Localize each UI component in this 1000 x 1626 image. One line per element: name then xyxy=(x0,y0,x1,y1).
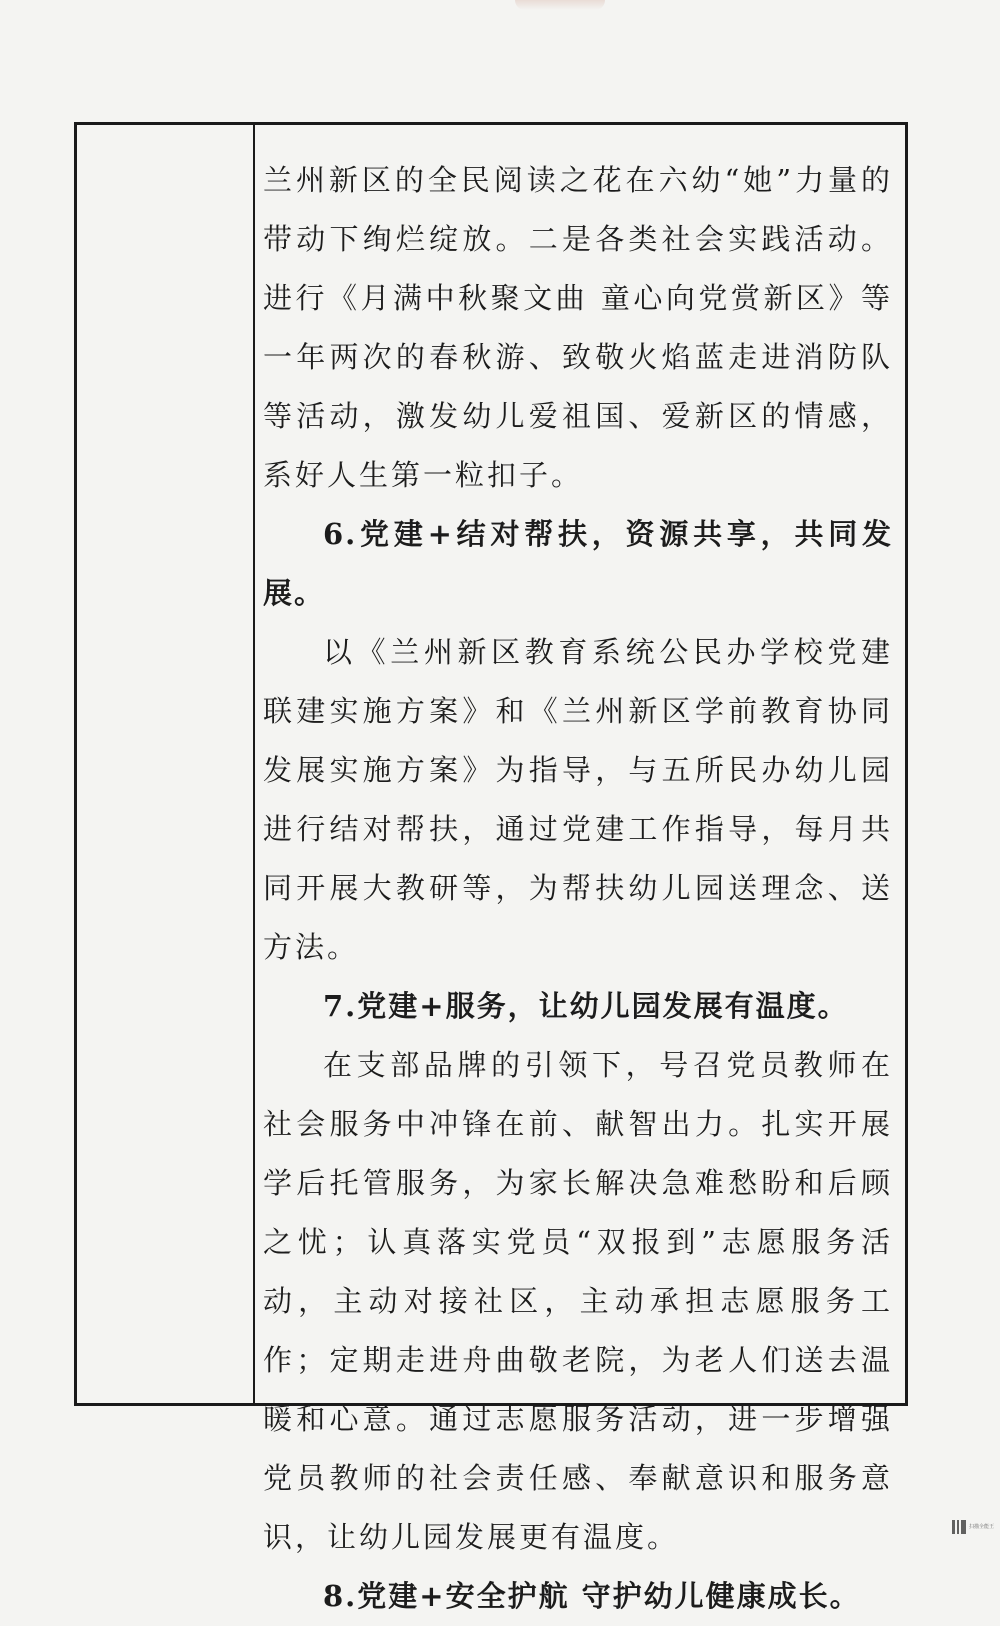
scanner-watermark xyxy=(952,1518,996,1536)
watermark-text: 扫描全能王 xyxy=(969,1524,995,1530)
document-table xyxy=(74,122,908,1613)
paragraph-section-6: 以《兰州新区教育系统公民办学校党建联建实施方案》和《兰州新区学前教育协同发展实施方案》为指导，与五所民办幼儿园进行结对帮扶，通过党建工作指导，每月共同开展大教研等，为帮扶幼儿园送理念、送方法。 xyxy=(263,635,893,964)
paragraph-section-7: 在支部品牌的引领下，号召党员教师在社会服务中冲锋在前、献智出力。扎实开展学后托管服务，为家长解决急难愁盼和后顾之忧；认真落实党员“双报到”志愿服务活动，主动对接社区，主动承担志愿服务工作；定期走进舟曲敬老院，为老人们送去温暖和心意。通过志愿服务活动，进一步增强党员教师的社会责任感、奉献意识和服务意识，让幼儿园发展更有温度。 xyxy=(263,1048,893,1554)
heading-section-8: 8.党建+安全护航 守护幼儿健康成长。 xyxy=(323,1579,861,1613)
qr-code-icon xyxy=(952,1520,966,1534)
heading-section-6: 6.党建+结对帮扶，资源共享，共同发展。 xyxy=(263,517,893,610)
table-content-column xyxy=(255,125,905,1613)
paragraph-reading-activities: 兰州新区的全民阅读之花在六幼“她”力量的带动下绚烂绽放。二是各类社会实践活动。进行《月满中秋聚文曲 童心向党赏新区》等一年两次的春秋游、致敬火焰蓝走进消防队等活动，激发幼儿爱祖国、爱新区的情感，系好人生第一粒扣子。 xyxy=(263,163,893,492)
heading-section-7: 7.党建+服务，让幼儿园发展有温度。 xyxy=(323,989,849,1023)
table-left-column xyxy=(77,125,255,1403)
scan-smudge xyxy=(515,0,605,10)
